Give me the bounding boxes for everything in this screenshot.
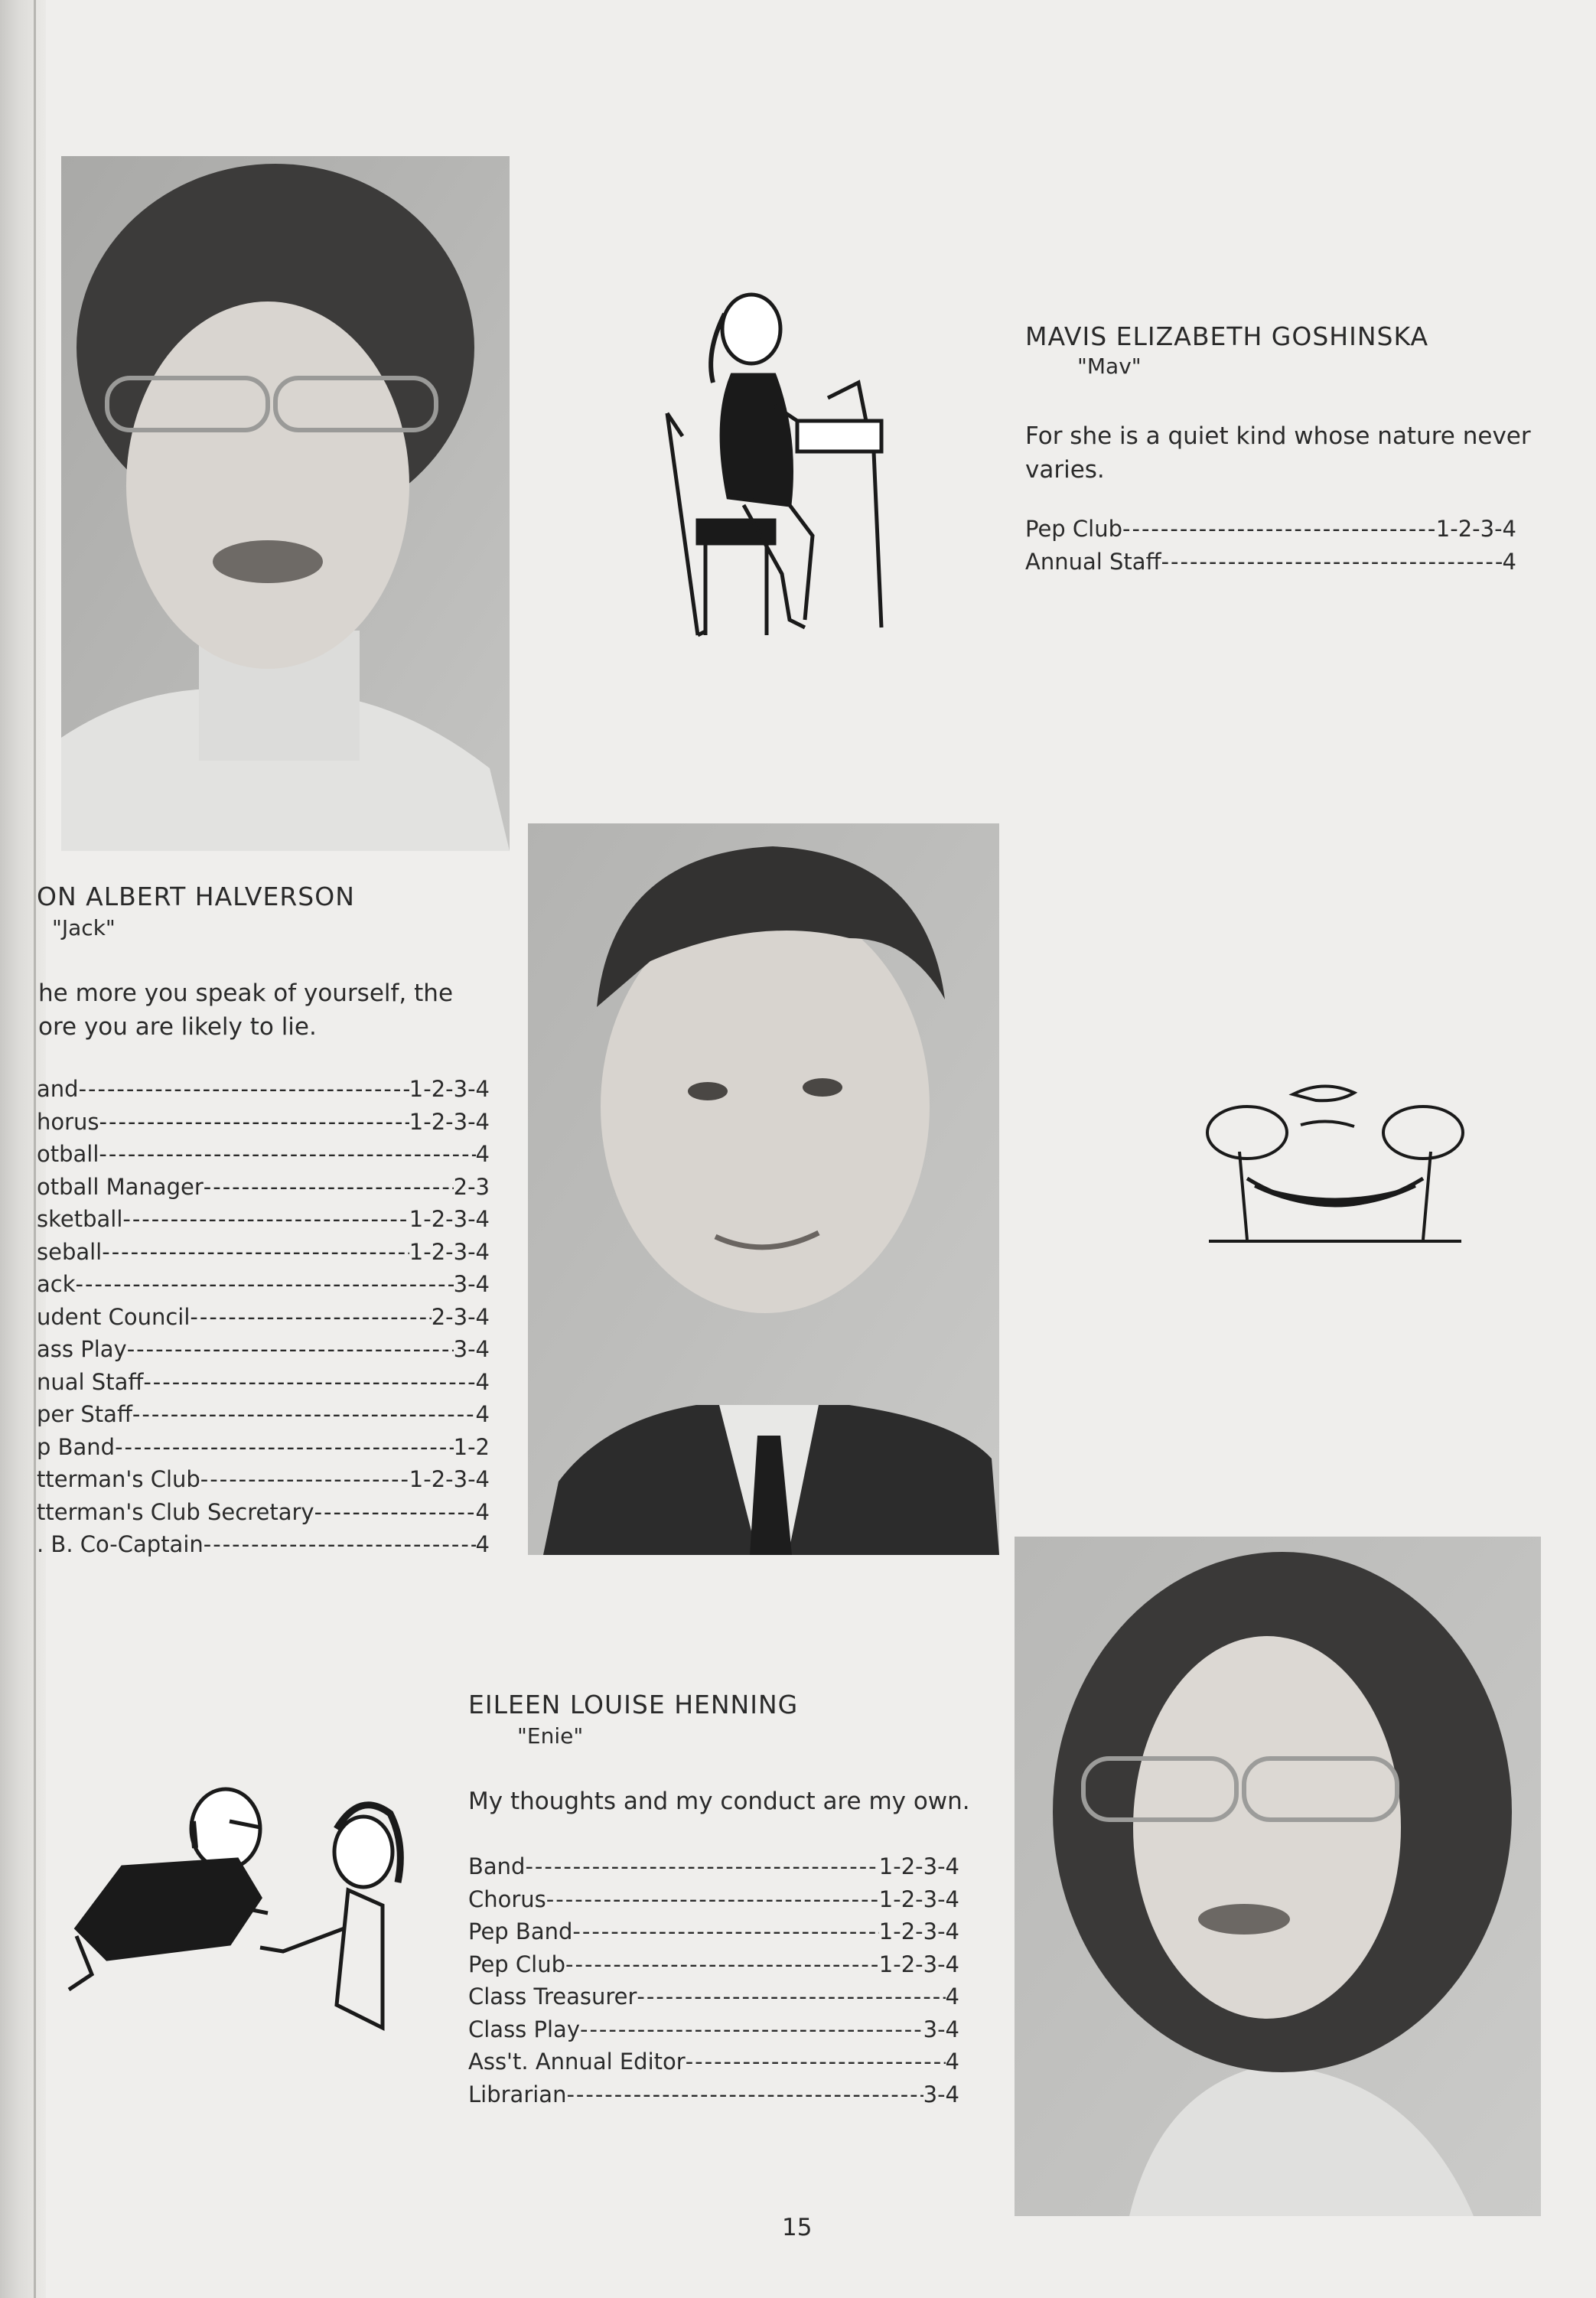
activity-row: [37, 1398, 490, 1431]
leader-dashes: [204, 1528, 476, 1561]
activity-row: [468, 1883, 959, 1916]
leader-dashes: [1161, 546, 1503, 579]
activity-row: [37, 1463, 490, 1496]
student-name-goshinska: MAVIS ELIZABETH GOSHINSKA: [1025, 321, 1429, 351]
activity-name: Chorus: [468, 1886, 546, 1912]
activity-name: . B. Co-Captain: [37, 1531, 204, 1557]
activity-years: 1-2: [453, 1433, 490, 1460]
activity-row: [37, 1366, 490, 1399]
activity-years: 4: [945, 1983, 959, 2010]
activity-row: [37, 1496, 490, 1529]
activity-name: Class Play: [468, 2016, 580, 2042]
activity-row: [468, 1948, 959, 1981]
activity-years: 1-2-3-4: [878, 1951, 959, 1977]
leader-dashes: [102, 1236, 409, 1269]
activity-years: 4: [475, 1498, 490, 1525]
quote-line: ore you are likely to lie.: [38, 1013, 317, 1041]
student-quote-goshinska: For she is a quiet kind whose nature never varies.: [1025, 422, 1531, 484]
leader-dashes: [122, 1203, 409, 1236]
leader-dashes: [127, 1333, 454, 1366]
activity-row: [468, 1915, 959, 1948]
leader-dashes: [115, 1431, 454, 1464]
activity-years: 3-4: [453, 1271, 490, 1297]
activity-name: ack: [37, 1271, 76, 1297]
activity-name: sketball: [37, 1206, 123, 1232]
leader-dashes: [76, 1268, 454, 1301]
activity-row: [37, 1073, 490, 1106]
activity-years: 1-2-3-4: [878, 1918, 959, 1944]
activity-name: horus: [37, 1108, 99, 1135]
activity-name: tterman's Club Secretary: [37, 1498, 314, 1525]
student-nickname-henning: "Enie": [517, 1723, 584, 1749]
student-quote-henning: My thoughts and my conduct are my own.: [468, 1788, 970, 1815]
activity-name: Pep Club: [1025, 516, 1123, 542]
activity-years: 4: [945, 2049, 959, 2075]
activity-name: Librarian: [468, 2081, 567, 2107]
leader-dashes: [566, 2078, 923, 2111]
leader-dashes: [190, 1301, 431, 1334]
activity-years: 4: [1502, 548, 1516, 575]
activity-name: nual Staff: [37, 1368, 144, 1395]
student-name-halverson: ON ALBERT HALVERSON: [37, 882, 355, 911]
activity-name: Ass't. Annual Editor: [468, 2049, 686, 2075]
conversation-cartoon: [61, 1775, 413, 2043]
activity-row: [1025, 546, 1516, 579]
activity-name: Band: [468, 1853, 526, 1879]
activity-years: 4: [475, 1141, 490, 1167]
activity-years: 3-4: [453, 1336, 490, 1362]
portrait-photo-halverson: [528, 823, 999, 1555]
activity-years: 2-3: [453, 1173, 490, 1200]
activity-years: 1-2-3-4: [878, 1886, 959, 1912]
activity-years: 2-3-4: [431, 1303, 490, 1330]
activity-row: [37, 1431, 490, 1464]
activity-years: 4: [475, 1401, 490, 1427]
student-name-henning: EILEEN LOUISE HENNING: [468, 1690, 799, 1719]
binding-line: [34, 0, 36, 2298]
quote-line: he more you speak of yourself, the: [38, 980, 454, 1007]
student-quote-halverson: [38, 976, 511, 1044]
activity-row: [37, 1528, 490, 1561]
activity-row: [37, 1236, 490, 1269]
activity-row: [468, 2013, 959, 2046]
activity-name: ass Play: [37, 1336, 127, 1362]
activity-years: 1-2-3-4: [409, 1108, 490, 1135]
activity-name: per Staff: [37, 1401, 132, 1427]
activity-list-halverson: [37, 1073, 490, 1561]
activity-row: [37, 1171, 490, 1204]
activity-years: 4: [475, 1368, 490, 1395]
activity-name: and: [37, 1076, 79, 1102]
activity-years: 4: [475, 1531, 490, 1557]
hammock-cartoon: [1201, 1079, 1469, 1247]
activity-name: Annual Staff: [1025, 548, 1161, 575]
activity-row: [468, 1980, 959, 2013]
leader-dashes: [572, 1915, 878, 1948]
activity-row: [468, 2078, 959, 2111]
leader-dashes: [580, 2013, 923, 2046]
leader-dashes: [204, 1171, 454, 1204]
typist-cartoon: [652, 283, 904, 643]
activity-years: 3-4: [923, 2016, 959, 2042]
activity-name: otball: [37, 1141, 99, 1167]
activity-years: 1-2-3-4: [1435, 516, 1516, 542]
leader-dashes: [99, 1106, 409, 1139]
leader-dashes: [143, 1366, 475, 1399]
activity-row: [37, 1203, 490, 1236]
activity-row: [37, 1301, 490, 1334]
activity-years: 1-2-3-4: [409, 1076, 490, 1102]
activity-name: Class Treasurer: [468, 1983, 637, 2010]
activity-name: otball Manager: [37, 1173, 204, 1200]
leader-dashes: [546, 1883, 879, 1916]
activity-name: Pep Club: [468, 1951, 566, 1977]
activity-row: [468, 1850, 959, 1883]
portrait-photo-henning: [1015, 1537, 1541, 2216]
activity-years: 1-2-3-4: [409, 1466, 490, 1492]
leader-dashes: [525, 1850, 878, 1883]
leader-dashes: [686, 2045, 946, 2078]
activity-years: 3-4: [923, 2081, 959, 2107]
activity-list-henning: [468, 1850, 959, 2111]
leader-dashes: [132, 1398, 476, 1431]
leader-dashes: [79, 1073, 409, 1106]
activity-row: [37, 1333, 490, 1366]
leader-dashes: [99, 1138, 475, 1171]
activity-row: [37, 1268, 490, 1301]
halverson-text-column: [37, 872, 511, 1561]
leader-dashes: [1122, 513, 1436, 546]
leader-dashes: [200, 1463, 409, 1496]
activity-name: seball: [37, 1238, 103, 1265]
activity-name: Pep Band: [468, 1918, 573, 1944]
leader-dashes: [637, 1980, 945, 2013]
activity-name: tterman's Club: [37, 1466, 200, 1492]
page-number: 15: [782, 2214, 813, 2241]
activity-years: 1-2-3-4: [409, 1238, 490, 1265]
activity-row: [37, 1138, 490, 1171]
activity-list-goshinska: [1025, 513, 1516, 578]
portrait-photo-goshinska: [61, 156, 510, 851]
activity-row: [37, 1106, 490, 1139]
leader-dashes: [565, 1948, 879, 1981]
student-nickname-halverson: "Jack": [52, 915, 116, 940]
activity-row: [468, 2045, 959, 2078]
activity-name: udent Council: [37, 1303, 191, 1330]
activity-name: p Band: [37, 1433, 116, 1460]
student-nickname-goshinska: "Mav": [1077, 354, 1142, 379]
leader-dashes: [314, 1496, 476, 1529]
activity-years: 1-2-3-4: [878, 1853, 959, 1879]
activity-years: 1-2-3-4: [409, 1206, 490, 1232]
activity-row: [1025, 513, 1516, 546]
